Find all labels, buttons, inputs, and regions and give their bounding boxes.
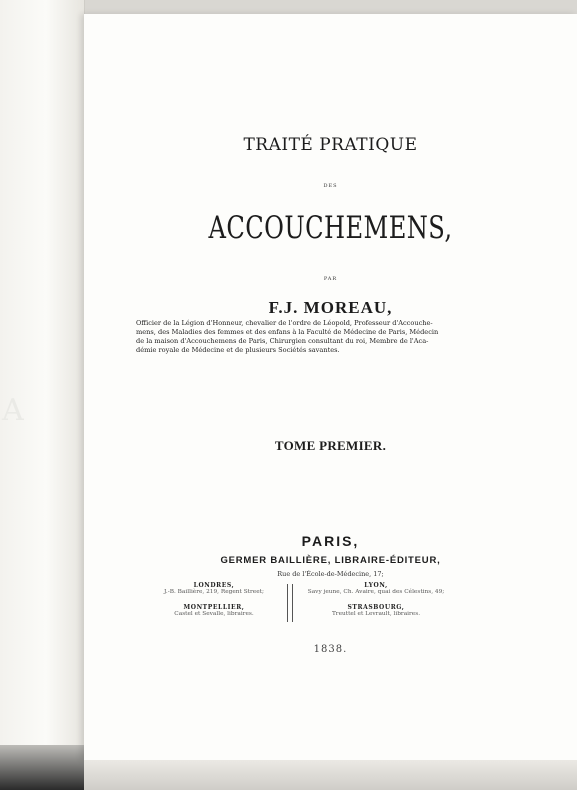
branch-london xyxy=(144,582,284,595)
spine-shadow xyxy=(0,745,90,790)
branch-city: LYON, xyxy=(364,582,388,589)
branch-city: LONDRES, xyxy=(193,582,235,589)
author-name: F.J. MOREAU, xyxy=(268,298,393,317)
publication-year: 1838. xyxy=(313,644,348,655)
branch-city: MONTPELLIER, xyxy=(183,604,245,611)
branch-strasbourg xyxy=(296,604,456,617)
branch-divider xyxy=(287,584,293,622)
title-page xyxy=(84,14,577,760)
title-line1: TRAITÉ PRATIQUE xyxy=(243,135,418,155)
branch-detail: Savy jeune, Ch. Avaire, quai des Célestins, 49; xyxy=(307,589,445,595)
publisher-name: GERMER BAILLIÈRE, LIBRAIRE-ÉDITEUR, xyxy=(220,555,441,566)
title-connector: DES xyxy=(323,183,338,189)
branch-lyon xyxy=(296,582,456,595)
branch-montpellier xyxy=(144,604,284,617)
left-page xyxy=(0,0,85,768)
qualification-line: de la maison d'Accouchemens de Paris, Chirurgien consultant du roi, Membre de l'Aca- xyxy=(136,337,429,345)
imprint-city: PARIS, xyxy=(301,533,360,549)
qualification-line: Officier de la Légion d'Honneur, chevalier de l'ordre de Léopold, Professeur d'Accouche- xyxy=(136,319,433,327)
volume-label: TOME PREMIER. xyxy=(274,438,387,453)
byline: PAR xyxy=(323,276,338,282)
branch-detail: Treuttel et Levrault, libraires. xyxy=(331,611,421,617)
branch-detail: J.-B. Baillière, 219, Regent Street; xyxy=(164,589,264,595)
main-title: ACCOUCHEMENS, xyxy=(208,210,453,246)
qualification-line: mens, des Maladies des femmes et des enfans à la Faculté de Médecine de Paris, Médecin xyxy=(136,328,439,336)
page-edge xyxy=(84,760,577,790)
show-through-letter: A xyxy=(2,393,24,428)
branch-detail: Castel et Sevalle, libraires. xyxy=(174,611,254,617)
branch-city: STRASBOURG, xyxy=(347,604,405,611)
publisher-address: Rue de l'École-de-Médecine, 17; xyxy=(277,570,384,578)
author-qualifications xyxy=(136,319,528,355)
qualification-line: démie royale de Médecine et de plusieurs Sociétés savantes. xyxy=(136,346,340,354)
